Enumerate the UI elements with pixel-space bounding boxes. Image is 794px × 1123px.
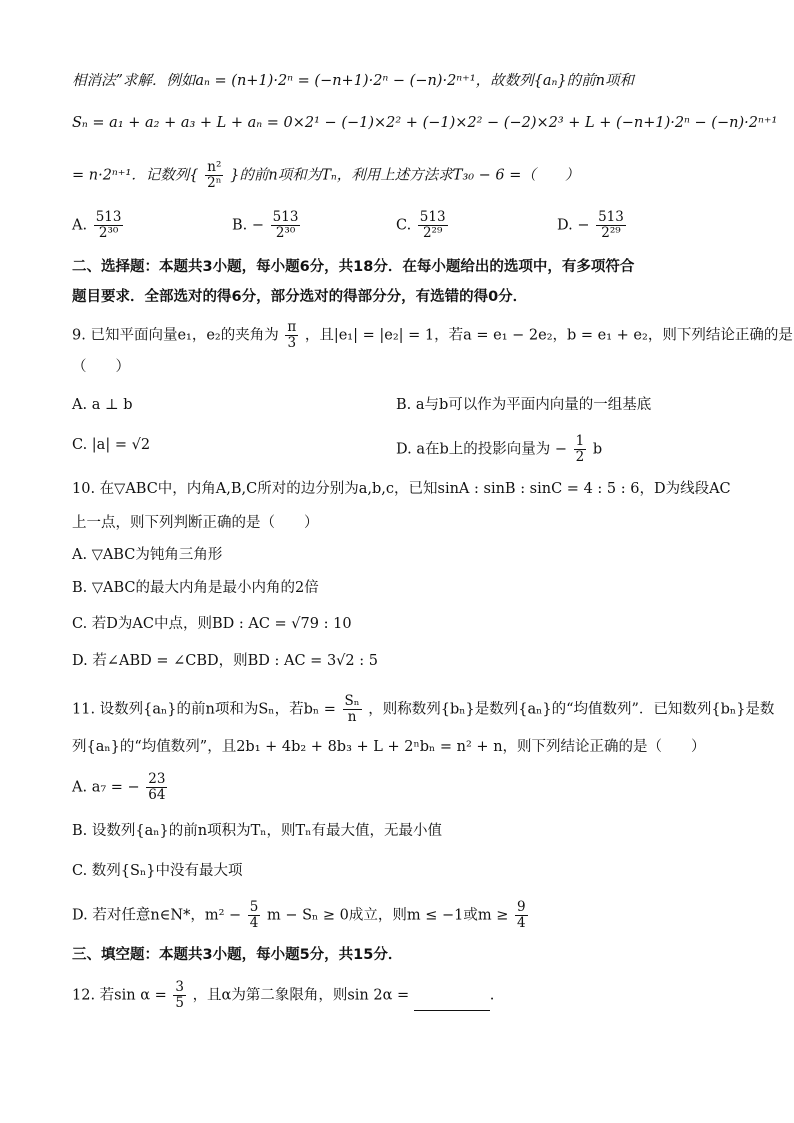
section-2-heading-cont: 题目要求．全部选对的得6分，部分选对的得部分分，有选错的得0分．	[72, 289, 528, 305]
q9-option-a: A. a ⊥ b	[72, 397, 133, 413]
fraction: $\frac{\text{n²}}{\text{2ⁿ}}$	[207, 159, 222, 191]
q8-option-d: D. − $\frac{513}{\text{2²⁹}}$	[557, 209, 624, 241]
q12-stem: 12. 若sin α = $\frac{3}{5}$ ，且α为第二象限角，则sin 2α = .	[72, 979, 495, 1011]
fraction: $\frac{513}{\text{2²⁹}}$	[598, 209, 624, 241]
intro-line-1: 相消法”求解．例如aₙ = (n+1)·2ⁿ = (−n+1)·2ⁿ − (−n)·2ⁿ⁺¹，故数列{aₙ}的前n项和	[72, 73, 634, 89]
fraction: $\frac{513}{\text{2²⁹}}$	[419, 209, 446, 241]
fraction: $\frac{513}{\text{2³⁰}}$	[272, 209, 299, 241]
q8-option-c: C. $\frac{513}{\text{2²⁹}}$	[396, 209, 446, 241]
intro-line-3: = n·2ⁿ⁺¹．记数列{ $\frac{\text{n²}}{\text{2ⁿ}}$ }的前n项和为Tₙ，利用上述方法求T₃₀ − 6 =（ ）	[72, 159, 580, 191]
q10-option-a: A. ▽ABC为钝角三角形	[72, 547, 223, 563]
q9-option-d: D. a在b上的投影向量为 − $\frac{1}{2}$ b	[396, 433, 603, 465]
q10-stem: 10. 在▽ABC中，内角A,B,C所对的边分别为a,b,c，已知sinA : sinB : sinC = 4 : 5 : 6，D为线段AC	[72, 481, 731, 497]
intro-line-2: Sₙ = a₁ + a₂ + a₃ + L + aₙ = 0×2¹ − (−1)×2² + (−1)×2² − (−2)×2³ + L + (−n+1)·2ⁿ − (−n)·2ⁿ⁺¹	[72, 115, 778, 131]
answer-blank[interactable]	[414, 996, 490, 1011]
q8-option-b: B. − $\frac{513}{\text{2³⁰}}$	[232, 209, 299, 241]
fraction: $\frac{513}{\text{2³⁰}}$	[95, 209, 122, 241]
q11-option-d: D. 若对任意n∈N*，m² − $\frac{5}{4}$ m − Sₙ ≥ 0成立，则m ≤ −1或m ≥ $\frac{9}{4}$	[72, 899, 526, 931]
q11-stem: 11. 设数列{aₙ}的前n项和为Sₙ，若bₙ = $\frac{\text{Sₙ}}{n}$ ，则称数列{bₙ}是数列{aₙ}的“均值数列”．已知数列{bₙ}是数	[72, 693, 775, 725]
q9-option-c: C. |a| = √2	[72, 437, 151, 453]
fraction: $\frac{\pi}{3}$	[287, 319, 297, 351]
q10-option-b: B. ▽ABC的最大内角是最小内角的2倍	[72, 580, 319, 596]
fraction: $\frac{5}{4}$	[249, 899, 259, 931]
q11-option-b: B. 设数列{aₙ}的前n项积为Tₙ，则Tₙ有最大值，无最小值	[72, 823, 442, 839]
section-3-heading: 三、填空题：本题共3小题，每小题5分，共15分．	[72, 947, 403, 963]
q11-option-c: C. 数列{Sₙ}中没有最大项	[72, 863, 243, 879]
q11-option-a: A. a₇ = − $\frac{23}{64}$	[72, 771, 166, 803]
fraction: $\frac{\text{Sₙ}}{n}$	[344, 693, 360, 725]
q9-stem: 9. 已知平面向量e₁，e₂的夹角为 $\frac{\pi}{3}$ ，且|e₁| = |e₂| = 1，若a = e₁ − 2e₂，b = e₁ + e₂，则下列结论正确的是	[72, 319, 793, 351]
fraction: $\frac{9}{4}$	[517, 899, 526, 931]
fraction: $\frac{3}{5}$	[175, 979, 184, 1011]
q10-stem-cont: 上一点，则下列判断正确的是（ ）	[72, 515, 319, 531]
q11-stem-cont: 列{aₙ}的“均值数列”，且2b₁ + 4b₂ + 8b₃ + L + 2ⁿbₙ = n² + n，则下列结论正确的是（ ）	[72, 739, 706, 755]
q10-option-c: C. 若D为AC中点，则BD : AC = √79 : 10	[72, 616, 352, 632]
q9-option-b: B. a与b可以作为平面内向量的一组基底	[396, 397, 652, 413]
fraction: $\frac{23}{64}$	[148, 771, 166, 803]
q8-option-a: A. $\frac{513}{\text{2³⁰}}$	[72, 209, 122, 241]
fraction: $\frac{1}{2}$	[575, 433, 585, 465]
section-2-heading: 二、选择题：本题共3小题，每小题6分，共18分．在每小题给出的选项中，有多项符合	[72, 259, 635, 275]
q10-option-d: D. 若∠ABD = ∠CBD，则BD : AC = 3√2 : 5	[72, 653, 378, 669]
q9-paren: （ ）	[72, 359, 130, 375]
